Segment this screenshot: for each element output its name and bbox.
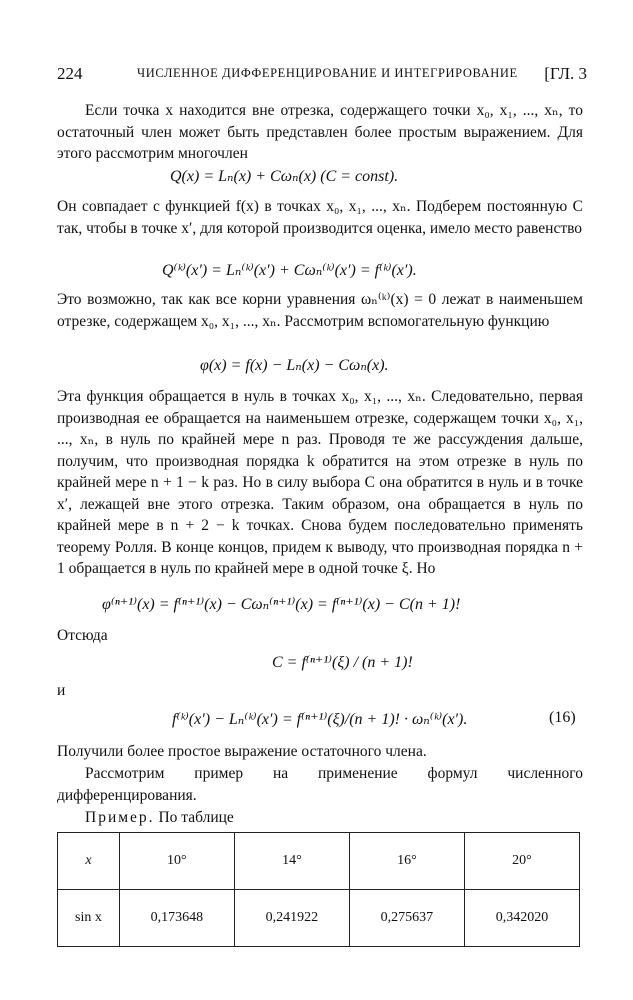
paragraph-9: [57, 807, 583, 829]
equation-6-number: (16): [549, 709, 576, 726]
table-cell: sin x: [58, 890, 120, 947]
table-row: [58, 890, 580, 947]
paragraph-8: Рассмотрим пример на применение формул численного дифференцирования.: [57, 765, 583, 804]
table-cell: 14°: [234, 833, 349, 890]
running-title: ЧИСЛЕННОЕ ДИФФЕРЕНЦИРОВАНИЕ И ИНТЕГРИРОВАНИЕ: [137, 66, 518, 80]
equation-2: Q⁽ᵏ⁾(x′) = Lₙ⁽ᵏ⁾(x′) + Cωₙ⁽ᵏ⁾(x′) = f⁽ᵏ⁾(x′).: [162, 262, 417, 279]
equation-6: f⁽ᵏ⁾(x′) − Lₙ⁽ᵏ⁾(x′) = f⁽ⁿ⁺¹⁾(ξ)/(n + 1)! · ωₙ⁽ᵏ⁾(x′).: [172, 711, 468, 728]
paragraph-1: Если точка x находится вне отрезка, содержащего точки x₀, x₁, ..., xₙ, то остаточный член может быть представлен более простым выражением. Для этого рассмотрим многочлен: [57, 102, 583, 162]
paragraph-5: Отсюда: [57, 627, 108, 644]
equation-4: φ⁽ⁿ⁺¹⁾(x) = f⁽ⁿ⁺¹⁾(x) − Cωₙ⁽ⁿ⁺¹⁾(x) = f⁽ⁿ⁺¹⁾(x) − C(n + 1)!: [102, 596, 461, 613]
page-header: [57, 64, 587, 88]
equation-5: C = f⁽ⁿ⁺¹⁾(ξ) / (n + 1)!: [272, 654, 413, 671]
table-cell: 0,173648: [119, 890, 234, 947]
paragraph-4: Эта функция обращается в нуль в точках x₀, x₁, ..., xₙ. Следовательно, первая производная ее обращается на наименьшем отрезке, содержащем точки x₀, x₁, ..., xₙ, в нуль по крайней мере n раз. Проводя те же рассуждения дальше, получим, что производная порядка k обратится на этом отрезке в нуль по крайней мере n + 1 − k раз. Но в силу выбора C она обратится в нуль и в точке x′, лежащей вне этого отрезка. Таким образом, она обращается в нуль по крайней мере в n + 2 − k точках. Снова будем последовательно применять теорему Ролля. В конце концов, придем к выводу, что производная порядка n + 1 обращается в нуль по крайней мере в одной точке ξ. Но: [57, 388, 583, 577]
paragraph-2: Он совпадает с функцией f(x) в точках x₀, x₁, ..., xₙ. Подберем постоянную C так, чтобы в точке x′, для которой производится оценка, имело место равенство: [57, 198, 583, 237]
paragraph-3: Это возможно, так как все корни уравнения ωₙ⁽ᵏ⁾(x) = 0 лежат в наименьшем отрезке, содержащем x₀, x₁, ..., xₙ. Рассмотрим вспомогательную функцию: [57, 291, 583, 330]
chapter-label: [ГЛ. 3: [544, 64, 587, 83]
table-cell: 0,342020: [464, 890, 579, 947]
paragraph-7: Получили более простое выражение остаточного члена.: [57, 743, 427, 760]
example-label: Пример.: [85, 809, 155, 826]
page-number: 224: [57, 64, 83, 83]
example-text: По таблице: [158, 809, 234, 826]
table-cell: 20°: [464, 833, 579, 890]
table-cell: 16°: [349, 833, 464, 890]
table-cell: 10°: [119, 833, 234, 890]
table-cell: 0,241922: [234, 890, 349, 947]
table-header-row: [58, 833, 580, 890]
table-cell: 0,275637: [349, 890, 464, 947]
paragraph-6: и: [57, 682, 66, 699]
equation-3: φ(x) = f(x) − Lₙ(x) − Cωₙ(x).: [200, 357, 389, 374]
sine-table: [57, 832, 580, 947]
table-cell: x: [58, 833, 120, 890]
equation-1: Q(x) = Lₙ(x) + Cωₙ(x) (C = const).: [170, 168, 399, 185]
